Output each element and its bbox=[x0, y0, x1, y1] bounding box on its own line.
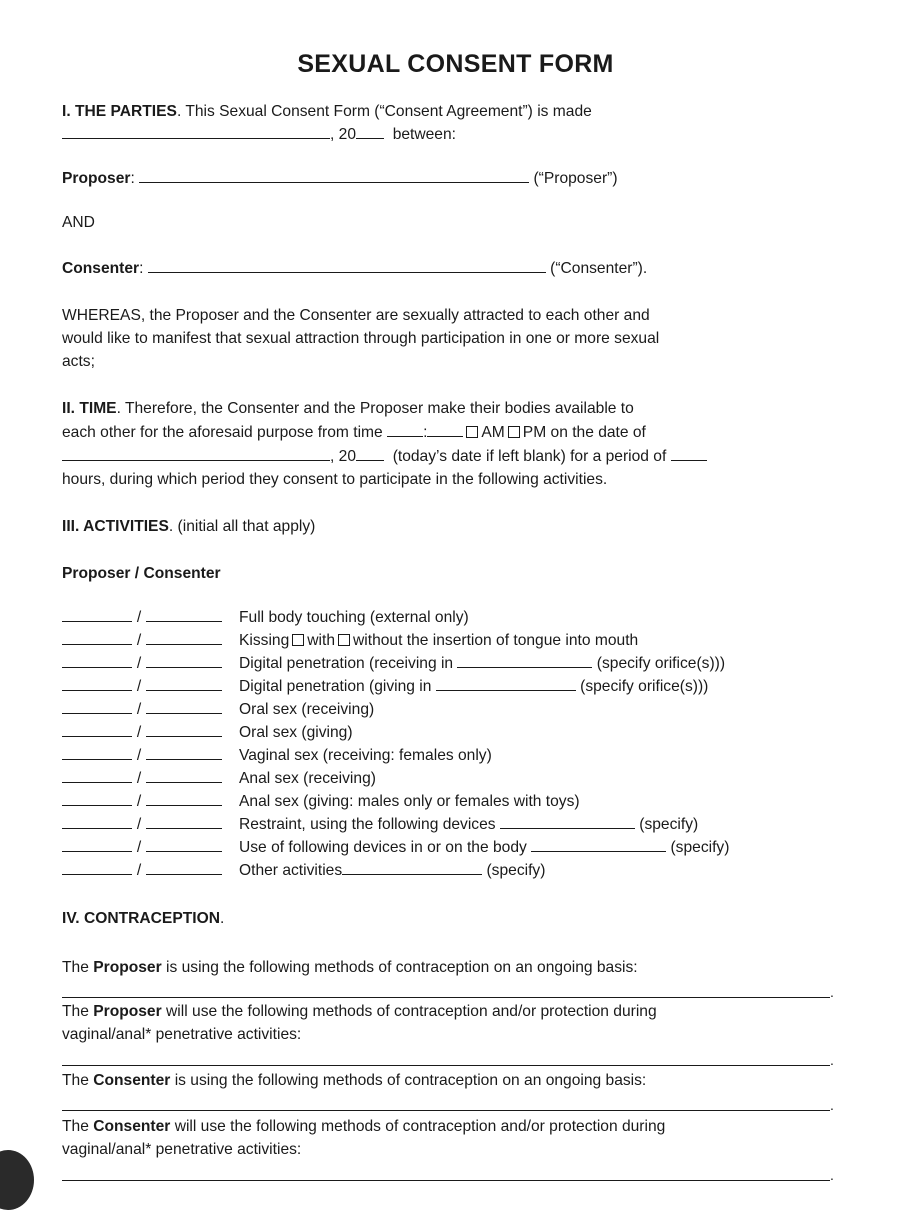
consenter-penetrative-line: vaginal/anal* penetrative activities: bbox=[62, 1141, 302, 1158]
proposer-during-line bbox=[62, 1001, 852, 1024]
consenter-initial-field[interactable] bbox=[146, 676, 222, 691]
activity-label: Use of following devices in or on the body bbox=[239, 839, 527, 856]
consenter-name-field[interactable] bbox=[148, 258, 546, 273]
proposer-during-field[interactable] bbox=[62, 1065, 830, 1066]
activity-text bbox=[239, 859, 545, 883]
activity-row bbox=[62, 675, 709, 699]
activity-row bbox=[62, 744, 492, 768]
consenter-initial-field[interactable] bbox=[146, 768, 222, 783]
activity-row bbox=[62, 629, 639, 653]
date-blank[interactable] bbox=[62, 124, 330, 139]
proposer-suffix: (“Proposer”) bbox=[533, 170, 618, 187]
proposer-word: Proposer bbox=[93, 1003, 162, 1020]
time-colon: : bbox=[423, 424, 428, 441]
during-text: will use the following methods of contraception and/or protection during bbox=[166, 1003, 657, 1020]
specify-blank[interactable] bbox=[531, 837, 666, 852]
minute-blank[interactable] bbox=[427, 422, 463, 437]
activity-label: Other activities bbox=[239, 862, 343, 879]
time-line-1 bbox=[62, 398, 852, 421]
consenter-initial-field[interactable] bbox=[146, 722, 222, 737]
activity-date-blank[interactable] bbox=[62, 446, 330, 461]
proposer-initial-field[interactable] bbox=[62, 630, 132, 645]
proposer-initial-field[interactable] bbox=[62, 768, 132, 783]
without-tongue-checkbox[interactable] bbox=[338, 634, 350, 646]
consenter-ongoing-line bbox=[62, 1070, 852, 1093]
am-label: AM bbox=[481, 424, 505, 441]
specify-blank[interactable] bbox=[342, 860, 482, 875]
consenter-initial-field[interactable] bbox=[146, 837, 222, 852]
consenter-initial-field[interactable] bbox=[146, 814, 222, 829]
activity-row bbox=[62, 836, 730, 860]
specify-blank[interactable] bbox=[457, 653, 592, 668]
consenter-label: Consenter bbox=[62, 260, 140, 277]
activity-tail: (specify orifice(s))) bbox=[596, 655, 726, 672]
slash: / bbox=[136, 770, 142, 787]
activity-row bbox=[62, 606, 469, 630]
specify-blank[interactable] bbox=[436, 676, 576, 691]
time-intro: . Therefore, the Consenter and the Proposer make their bodies available to bbox=[116, 400, 634, 417]
activity-year-blank[interactable] bbox=[356, 446, 384, 461]
end-dot: . bbox=[830, 1167, 834, 1183]
the-word: The bbox=[62, 1003, 89, 1020]
slash: / bbox=[136, 724, 142, 741]
consenter-word: Consenter bbox=[93, 1118, 171, 1135]
slash: / bbox=[136, 609, 142, 626]
activities-heading: III. ACTIVITIES bbox=[62, 518, 169, 535]
proposer-word: Proposer bbox=[93, 959, 162, 976]
proposer-initial-field[interactable] bbox=[62, 653, 132, 668]
whereas-line-1: WHEREAS, the Proposer and the Consenter are sexually attracted to each other and bbox=[62, 307, 650, 324]
activity-row bbox=[62, 767, 376, 791]
ongoing-text: is using the following methods of contraception on an ongoing basis: bbox=[174, 1072, 647, 1089]
activity-text: Oral sex (giving) bbox=[239, 724, 353, 741]
consenter-ongoing-field[interactable] bbox=[62, 1110, 830, 1111]
the-word: The bbox=[62, 1072, 89, 1089]
without-text: without the insertion of tongue into mouth bbox=[353, 632, 639, 649]
activity-row bbox=[62, 652, 726, 676]
consenter-suffix: (“Consenter”). bbox=[550, 260, 648, 277]
activity-text: Full body touching (external only) bbox=[239, 609, 469, 626]
activity-text bbox=[239, 813, 698, 837]
the-word: The bbox=[62, 1118, 89, 1135]
slash: / bbox=[136, 632, 142, 649]
activity-label: Digital penetration (receiving in bbox=[239, 655, 454, 672]
slash: / bbox=[136, 793, 142, 810]
activity-row bbox=[62, 813, 699, 837]
consenter-word: Consenter bbox=[93, 1072, 171, 1089]
proposer-initial-field[interactable] bbox=[62, 860, 132, 875]
slash: / bbox=[136, 816, 142, 833]
contraception-heading-line bbox=[62, 908, 852, 931]
proposer-initial-field[interactable] bbox=[62, 745, 132, 760]
form-title: SEXUAL CONSENT FORM bbox=[297, 50, 614, 78]
hour-blank[interactable] bbox=[387, 422, 423, 437]
end-dot: . bbox=[830, 984, 834, 1000]
proposer-name-field[interactable] bbox=[139, 168, 529, 183]
activities-note: (initial all that apply) bbox=[177, 518, 316, 535]
proposer-initial-field[interactable] bbox=[62, 699, 132, 714]
the-word: The bbox=[62, 959, 89, 976]
consenter-during-line bbox=[62, 1116, 852, 1139]
proposer-line: Proposer: (“Proposer”) bbox=[62, 170, 618, 187]
slash: / bbox=[136, 862, 142, 879]
ongoing-text: is using the following methods of contraception on an ongoing basis: bbox=[166, 959, 638, 976]
consenter-initial-field[interactable] bbox=[146, 630, 222, 645]
whereas-line-2: would like to manifest that sexual attraction through participation in one or more sexual bbox=[62, 330, 660, 347]
parties-line-1 bbox=[62, 101, 852, 124]
activity-row bbox=[62, 698, 375, 722]
activities-subheading: Proposer / Consenter bbox=[62, 565, 221, 582]
consenter-initial-field[interactable] bbox=[146, 791, 222, 806]
activity-label: Restraint, using the following devices bbox=[239, 816, 496, 833]
consenter-line: Consenter: (“Consenter”). bbox=[62, 260, 648, 277]
proposer-initial-field[interactable] bbox=[62, 791, 132, 806]
consenter-initial-field[interactable] bbox=[146, 699, 222, 714]
am-checkbox[interactable] bbox=[466, 426, 478, 438]
time-year-prefix: , 20 bbox=[330, 448, 357, 465]
activity-row bbox=[62, 721, 353, 745]
consenter-during-field[interactable] bbox=[62, 1180, 830, 1181]
activity-text bbox=[239, 652, 725, 676]
activity-text: Vaginal sex (receiving: females only) bbox=[239, 747, 492, 764]
activity-tail: (specify) bbox=[670, 839, 730, 856]
activity-tail: (specify orifice(s))) bbox=[580, 678, 709, 695]
time-line-2 bbox=[62, 422, 852, 445]
parties-year-prefix: , 20 bbox=[330, 126, 357, 143]
proposer-initial-field[interactable] bbox=[62, 722, 132, 737]
period-hours-blank[interactable] bbox=[671, 446, 707, 461]
parties-heading: I. THE PARTIES bbox=[62, 103, 177, 120]
proposer-ongoing-field[interactable] bbox=[62, 997, 830, 998]
activity-row bbox=[62, 790, 580, 814]
parties-between: between: bbox=[392, 126, 456, 143]
corner-shadow-shape bbox=[0, 1150, 34, 1210]
proposer-penetrative-line: vaginal/anal* penetrative activities: bbox=[62, 1026, 302, 1043]
slash: / bbox=[136, 701, 142, 718]
slash: / bbox=[136, 747, 142, 764]
parties-line-2 bbox=[62, 124, 852, 147]
proposer-initial-field[interactable] bbox=[62, 607, 132, 622]
contraception-heading: IV. CONTRACEPTION bbox=[62, 910, 220, 927]
activity-text bbox=[239, 675, 708, 699]
consenter-initial-field[interactable] bbox=[146, 745, 222, 760]
slash: / bbox=[136, 839, 142, 856]
proposer-label: Proposer bbox=[62, 170, 131, 187]
time-line-2-text: each other for the aforesaid purpose from time bbox=[62, 424, 383, 441]
proposer-initial-field[interactable] bbox=[62, 676, 132, 691]
time-heading: II. TIME bbox=[62, 400, 117, 417]
pm-checkbox[interactable] bbox=[508, 426, 520, 438]
time-line-3 bbox=[62, 446, 852, 469]
activity-tail: (specify) bbox=[639, 816, 699, 833]
activity-row bbox=[62, 859, 546, 883]
contraception-heading-period: . bbox=[219, 910, 225, 927]
activity-label: Digital penetration (giving in bbox=[239, 678, 432, 695]
pm-label: PM on the date of bbox=[522, 424, 646, 441]
during-text: will use the following methods of contraception and/or protection during bbox=[174, 1118, 666, 1135]
time-line-3-text: (today’s date if left blank) for a period of bbox=[392, 448, 667, 465]
whereas-line-3: acts; bbox=[62, 353, 95, 370]
end-dot: . bbox=[830, 1052, 834, 1068]
time-line-4: hours, during which period they consent to participate in the following activities. bbox=[62, 471, 608, 488]
end-dot: . bbox=[830, 1097, 834, 1113]
consenter-initial-field[interactable] bbox=[146, 860, 222, 875]
activity-text: Anal sex (receiving) bbox=[239, 770, 376, 787]
proposer-initial-field[interactable] bbox=[62, 837, 132, 852]
activity-text: Oral sex (receiving) bbox=[239, 701, 375, 718]
parties-intro: . This Sexual Consent Form (“Consent Agreement”) is made bbox=[176, 103, 592, 120]
kissing-text: Kissing bbox=[239, 632, 290, 649]
with-tongue-checkbox[interactable] bbox=[292, 634, 304, 646]
activity-text bbox=[239, 836, 729, 860]
proposer-initial-field[interactable] bbox=[62, 814, 132, 829]
consenter-initial-field[interactable] bbox=[146, 653, 222, 668]
slash: / bbox=[136, 655, 142, 672]
activity-text bbox=[239, 629, 638, 653]
activity-text: Anal sex (giving: males only or females with toys) bbox=[239, 793, 580, 810]
specify-blank[interactable] bbox=[500, 814, 635, 829]
activity-tail: (specify) bbox=[486, 862, 546, 879]
consenter-initial-field[interactable] bbox=[146, 607, 222, 622]
activities-heading-line: III. ACTIVITIES. (initial all that apply) bbox=[62, 518, 316, 535]
slash: / bbox=[136, 678, 142, 695]
with-text: with bbox=[307, 632, 336, 649]
year-blank[interactable] bbox=[356, 124, 384, 139]
and-text: AND bbox=[62, 214, 95, 231]
proposer-ongoing-line bbox=[62, 957, 852, 980]
